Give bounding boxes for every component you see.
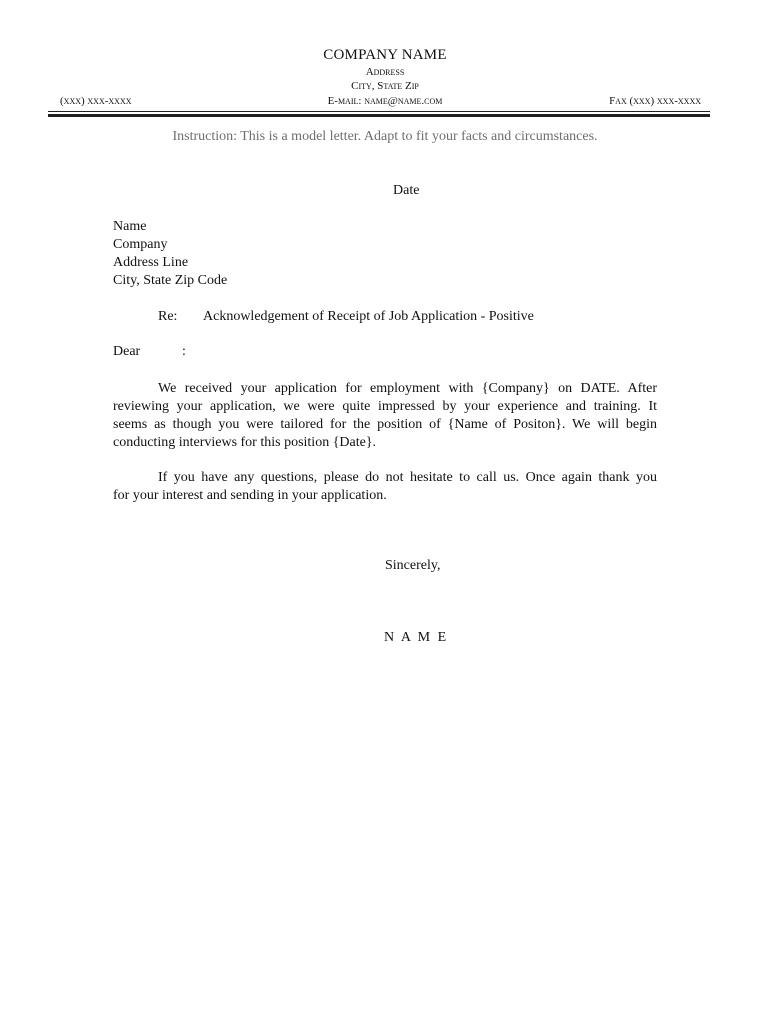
recipient-name: Name xyxy=(113,219,147,234)
re-label: Re: xyxy=(158,309,178,324)
salutation: Dear xyxy=(113,344,141,359)
letter-date: Date xyxy=(393,183,420,198)
instruction-note: Instruction: This is a model letter. Adapt to fit your facts and circumstances. xyxy=(172,129,598,144)
company-fax: Fax (xxx) xxx-xxxx xyxy=(609,95,701,107)
paragraph-1-line-1: We received your application for employment with {Company} on DATE. After xyxy=(158,381,657,396)
company-city-state-zip: City, State Zip xyxy=(351,80,419,92)
letterhead-divider-thick xyxy=(48,114,710,117)
company-email: E-mail: name@name.com xyxy=(327,95,443,107)
paragraph-1-line-2: reviewing your application, we were quite impressed by your experience and training. It xyxy=(113,399,657,414)
company-phone: (xxx) xxx-xxxx xyxy=(60,95,132,107)
letterhead-divider-thin xyxy=(48,111,710,112)
paragraph-1-line-4: conducting interviews for this position {Date}. xyxy=(113,435,377,450)
body-paragraph-2 xyxy=(113,469,657,505)
company-name: COMPANY NAME xyxy=(323,47,447,63)
signature-name: N A M E xyxy=(384,630,449,645)
recipient-city-state-zip: City, State Zip Code xyxy=(113,273,228,288)
re-subject: Acknowledgement of Receipt of Job Application - Positive xyxy=(203,309,534,324)
recipient-company: Company xyxy=(113,237,168,252)
recipient-address: Address Line xyxy=(113,255,189,270)
body-paragraph-1 xyxy=(113,380,657,452)
salutation-colon: : xyxy=(182,344,186,359)
paragraph-2-line-1: If you have any questions, please do not hesitate to call us. Once again thank you xyxy=(158,470,657,485)
paragraph-1-line-3: seems as though you were tailored for the position of {Name of Positon}. We will begin xyxy=(113,417,657,432)
company-address: Address xyxy=(365,66,405,78)
closing: Sincerely, xyxy=(385,558,441,573)
paragraph-2-line-2: for your interest and sending in your application. xyxy=(113,488,387,503)
